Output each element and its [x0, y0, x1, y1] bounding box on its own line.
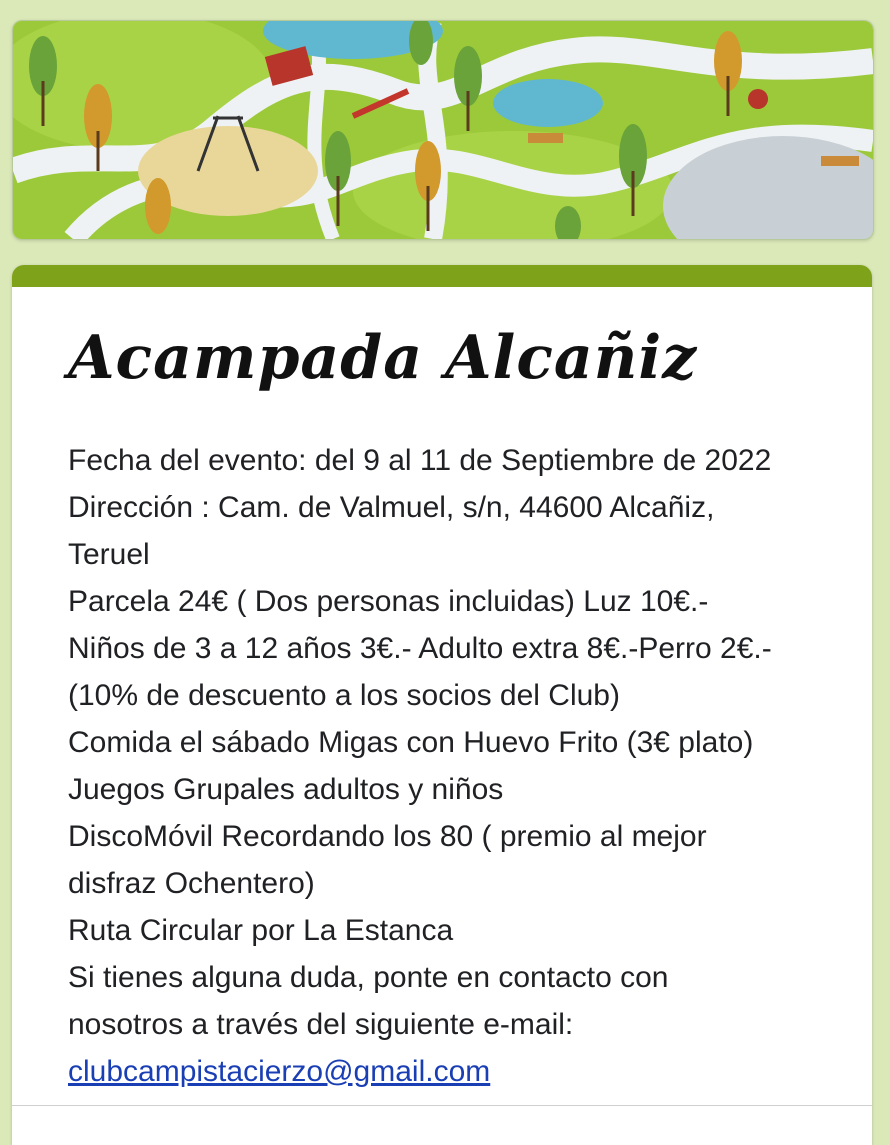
divider	[12, 1105, 872, 1106]
disco-text-line-2: disfraz Ochentero)	[68, 867, 315, 900]
games-text: Juegos Grupales adultos y niños	[68, 773, 504, 806]
contact-text-line-1: Si tienes alguna duda, ponte en contacto con	[68, 961, 669, 994]
contact-text-line-2: nosotros a través del siguiente e-mail:	[68, 1008, 574, 1041]
meal-text: Comida el sábado Migas con Huevo Frito (3€ plato)	[68, 726, 754, 759]
email-line	[68, 1048, 838, 1095]
park-map-illustration	[13, 21, 873, 239]
form-description	[68, 437, 838, 1095]
event-date-text: Fecha del evento: del 9 al 11 de Septiembre de 2022	[68, 444, 772, 477]
price-text-line-2: Niños de 3 a 12 años 3€.- Adulto extra 8€.-Perro 2€.-	[68, 632, 772, 665]
form-title: Acampada Alcañiz	[68, 323, 698, 393]
address-text-line-2: Teruel	[68, 538, 150, 571]
address-text-line-1: Dirección : Cam. de Valmuel, s/n, 44600 Alcañiz,	[68, 491, 715, 524]
discount-text: (10% de descuento a los socios del Club)	[68, 679, 620, 712]
route-text: Ruta Circular por La Estanca	[68, 914, 454, 947]
header-image	[12, 20, 874, 240]
form-card	[12, 265, 872, 1145]
disco-text-line-1: DiscoMóvil Recordando los 80 ( premio al mejor	[68, 820, 707, 853]
price-text-line-1: Parcela 24€ ( Dos personas incluidas) Luz 10€.-	[68, 585, 709, 618]
contact-email-link[interactable]: clubcampistacierzo@gmail.com	[68, 1055, 491, 1088]
